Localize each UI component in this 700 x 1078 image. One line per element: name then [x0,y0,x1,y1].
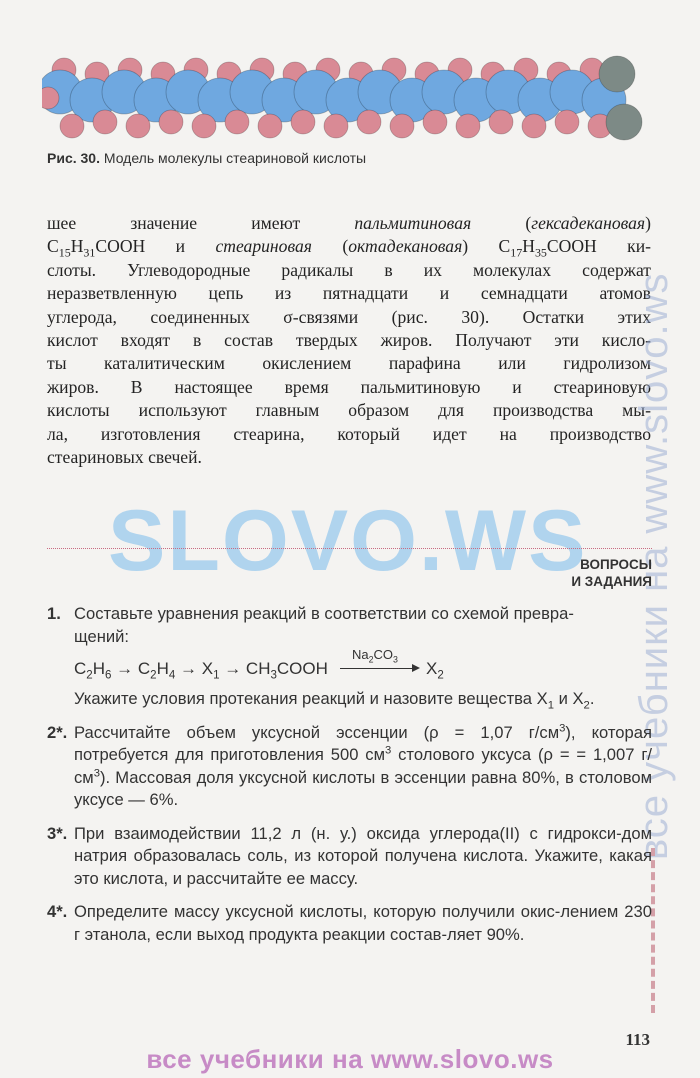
task-number: 4*. [47,902,68,921]
task-number: 2*. [47,722,68,742]
hydrogen-atom [225,110,249,134]
oxygen-atom [599,56,635,92]
body-paragraph [47,212,651,469]
footer-watermark: все учебники на www.slovo.ws [146,1044,554,1074]
task-text: Рассчитайте объем уксусной эссенции (ρ = 1,07 $г/см^3$), которая потребуется для приготовления 500 $см^3$ столового уксуса (ρ = = 1,007 $г/см^3$). Массовая доля уксусной кислоты в эссенции равна 80%, в столовом уксусе — 6%. [74,721,652,809]
task-list [47,603,652,957]
body-line: углерода, соединенных σ-связями (рис. 30). Остатки этих [47,306,651,327]
body-line: стеариновых свечей. [47,447,202,468]
task-number: 3*. [47,823,68,843]
task-text: При взаимодействии 11,2 л (н. у.) оксида углерода(II) с гидрокси-дом натрия образовалась соль, из которой получена кислота. Укажите, какая это кислота, и рассчитайте ее массу. [74,823,652,888]
body-line: шее значение имеют пальмитиновая (гексадекановая) [47,213,651,233]
hydrogen-atom [126,114,150,138]
stearic-acid-molecule-model [42,52,647,162]
hydrogen-atom [192,114,216,138]
body-line: неразветвленную цепь из пятнадцати и семнадцати атомов [47,283,651,304]
page-number: 113 [625,1030,650,1049]
body-line: кислот входят в состав твердых жиров. Получают эти кисло- [47,330,651,351]
section-title: ВОПРОСЫ И ЗАДАНИЯ [571,557,652,589]
task-text: Определите массу уксусной кислоты, которую получили окис-лением 230 г этанола, если выход продукта реакции состав-ляет 90%. [74,902,652,944]
hydrogen-atom [555,110,579,134]
hydrogen-atom [522,114,546,138]
reaction-arrow [340,668,418,669]
hydrogen-atom [324,114,348,138]
task-text: Составьте уравнения реакций в соответствии со схемой превра- щений: [74,604,574,646]
side-dash-decoration [651,848,659,1013]
body-line: слоты. Углеводородные радикалы в их молекулах содержат [47,259,651,280]
task-item [47,722,652,812]
hydrogen-atom [357,110,381,134]
hydrogen-atom [291,110,315,134]
task-text: Укажите условия протекания реакций и назовите вещества $X_1$ и $X_2$. [74,689,595,712]
transformation-scheme: $C_2H_6 \to C_2H_4 \to X_1$ → $CH_3COOH$ $Na_2CO_3$ $X_2$ [74,647,444,682]
body-line: жиров. В настоящее время пальмитиновую и стеариновую [47,376,651,397]
body-line: ты каталитическим окислением парафина или гидролизом [47,353,651,374]
body-line: $C_{15}H_{31}COOH$ и стеариновая (октадекановая) $C_{17}H_{35}COOH$ ки- [47,236,651,260]
section-divider [47,548,652,549]
task-item [47,901,652,946]
task-item [47,823,652,891]
hydrogen-atom [423,110,447,134]
hydrogen-atom [489,110,513,134]
body-line: ла, изготовления стеарина, который идет на производство [47,423,651,444]
hydrogen-atom [159,110,183,134]
task-item [47,603,652,711]
center-watermark: SLOVO.WS [108,493,588,589]
body-line: кислоты используют главным образом для производства мы- [47,400,651,421]
side-watermark: все учебники на www.slovo.ws [632,272,676,860]
hydrogen-atom [258,114,282,138]
hydrogen-atom [390,114,414,138]
hydrogen-atom [93,110,117,134]
figure-caption: Рис. 30. Модель молекулы стеариновой кислоты [47,150,367,166]
task-number: 1. [47,604,61,623]
oxygen-atom [606,104,642,140]
hydrogen-atom [456,114,480,138]
hydrogen-atom [60,114,84,138]
